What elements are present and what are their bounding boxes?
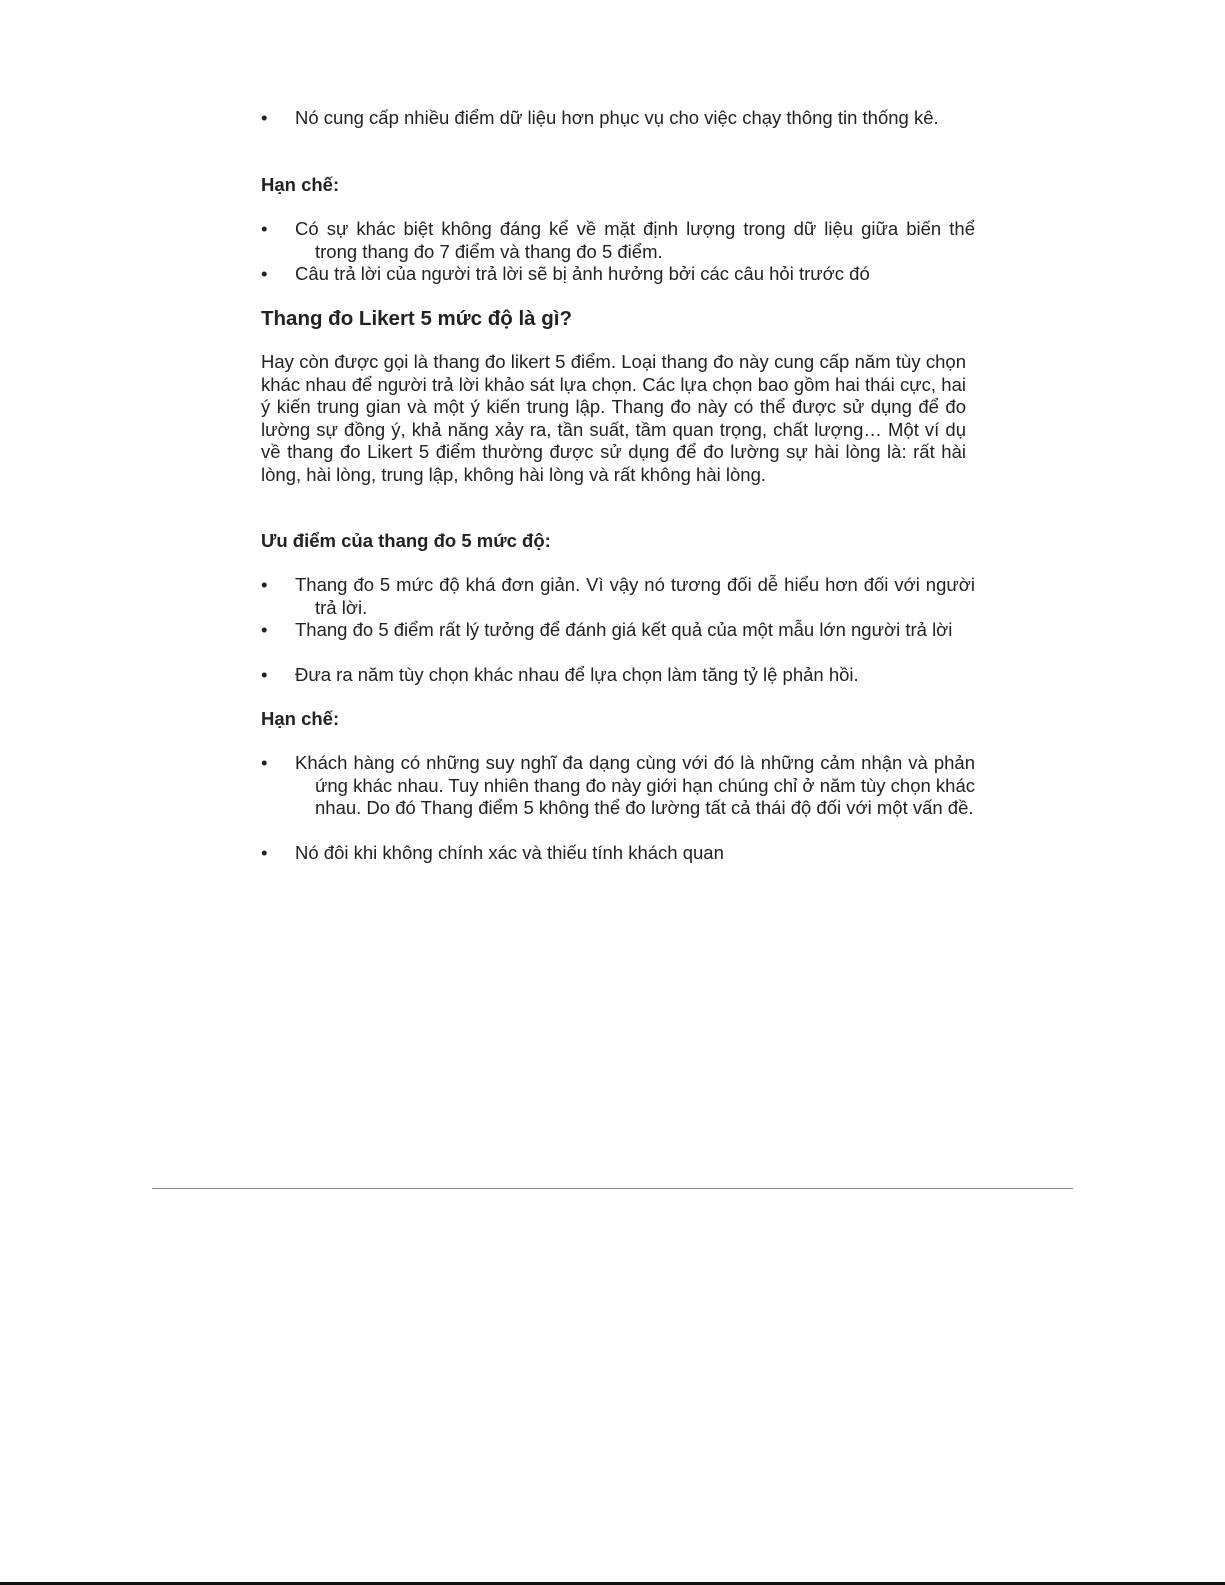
limitations-heading: Hạn chế: [261,708,340,729]
list-item [261,263,975,286]
list-item-text: Thang đo 5 mức độ khá đơn giản. Vì vậy nó tương đối dễ hiểu hơn đối với người trả lời. [295,574,975,618]
limitations-heading: Hạn chế: [261,174,340,195]
bullet-marker: • [261,842,268,863]
list-item-text: Câu trả lời của người trả lời sẽ bị ảnh hưởng bởi các câu hỏi trước đó [295,263,870,284]
list-item-text: Có sự khác biệt không đáng kể về mặt định lượng trong dữ liệu giữa biến thể trong thang đo 7 điểm và thang đo 5 điểm. [295,218,975,262]
bullet-marker: • [261,664,268,685]
list-item [261,619,975,642]
bullet-marker: • [261,574,268,595]
list-item-text: Nó đôi khi không chính xác và thiếu tính khách quan [295,842,724,863]
list-item-text: Nó cung cấp nhiều điểm dữ liệu hơn phục vụ cho việc chạy thông tin thống kê. [295,107,939,128]
list-item [261,752,975,820]
bullet-marker: • [261,619,268,640]
list-item-text: Đưa ra năm tùy chọn khác nhau để lựa chọn làm tăng tỷ lệ phản hồi. [295,664,859,685]
list-item-text: Khách hàng có những suy nghĩ đa dạng cùng với đó là những cảm nhận và phản ứng khác nhau. Tuy nhiên thang đo này giới hạn chúng chỉ ở năm tùy chọn khác nhau. Do đó Thang điểm 5 không thể đo lường tất cả thái độ đối với một vấn đề. [295,752,975,818]
list-item [261,664,975,687]
bullet-marker: • [261,263,268,284]
advantages-heading: Ưu điểm của thang đo 5 mức độ: [261,530,551,551]
list-item [261,574,975,619]
bullet-marker: • [261,752,268,773]
list-item [261,842,975,865]
section-title: Thang đo Likert 5 mức độ là gì? [261,307,572,330]
list-item-text: Thang đo 5 điểm rất lý tưởng để đánh giá kết quả của một mẫu lớn người trả lời [295,619,953,640]
section-paragraph: Hay còn được gọi là thang đo likert 5 điểm. Loại thang đo này cung cấp năm tùy chọn khác nhau để người trả lời khảo sát lựa chọn. Các lựa chọn bao gồm hai thái cực, hai ý kiến trung gian và một ý kiến trung lập. Thang đo này có thể được sử dụng để đo lường sự đồng ý, khả năng xảy ra, tần suất, tầm quan trọng, chất lượng… Một ví dụ về thang đo Likert 5 điểm thường được sử dụng để đo lường sự hài lòng là: rất hài lòng, hài lòng, trung lập, không hài lòng và rất không hài lòng. [261,351,966,485]
list-item [261,107,975,130]
list-item [261,218,975,263]
bullet-marker: • [261,107,268,128]
page-divider [152,1188,1073,1189]
bullet-marker: • [261,218,268,239]
